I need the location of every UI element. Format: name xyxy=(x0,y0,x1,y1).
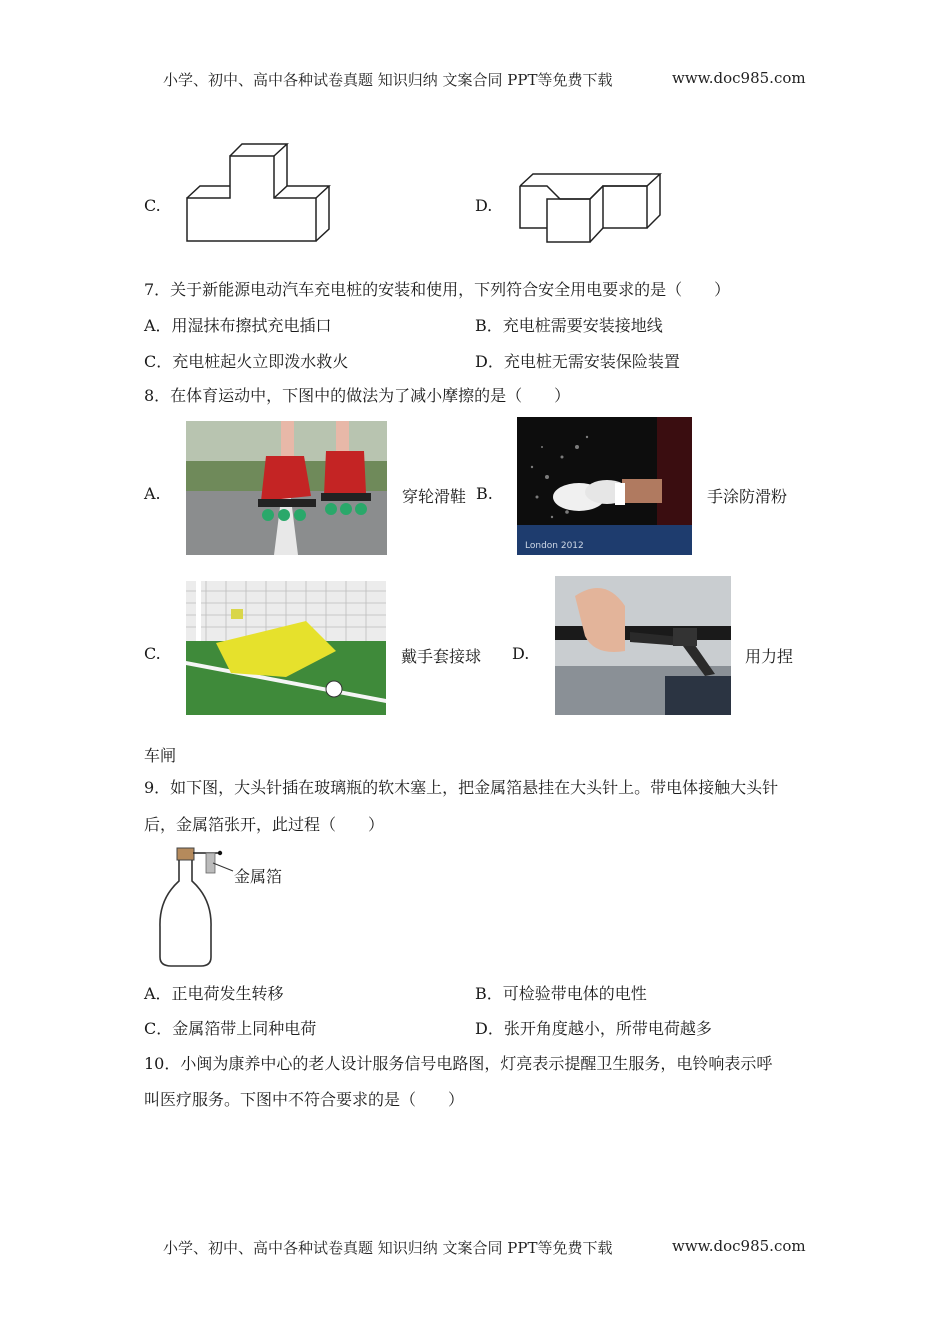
bike-brake-photo xyxy=(555,576,731,715)
q6-option-c-figure xyxy=(182,140,334,246)
q8-option-c-label: C. xyxy=(144,644,161,663)
roller-skates-photo xyxy=(186,421,387,555)
glass-bottle-figure xyxy=(155,845,235,970)
q8-option-a-text: 穿轮滑鞋 xyxy=(402,487,467,506)
q8-option-b-text: 手涂防滑粉 xyxy=(707,487,788,506)
footer-text: 小学、初中、高中各种试卷真题 知识归纳 文案合同 PPT等免费下载 xyxy=(163,1239,613,1257)
q7-option-d: D．充电桩无需安装保险装置 xyxy=(475,352,680,371)
q8-option-d-label: D. xyxy=(512,644,530,663)
q8-option-d-text: 用力捏 xyxy=(745,647,794,666)
header-text: 小学、初中、高中各种试卷真题 知识归纳 文案合同 PPT等免费下载 xyxy=(163,71,613,89)
q7-option-b: B．充电桩需要安装接地线 xyxy=(475,316,663,335)
q9-option-a: A．正电荷发生转移 xyxy=(144,984,284,1003)
chalk-photo-caption: London 2012 xyxy=(525,541,584,551)
q7-option-a: A．用湿抹布擦拭充电插口 xyxy=(144,316,332,335)
q6-option-d-label: D. xyxy=(475,196,493,215)
q9-option-b: B．可检验带电体的电性 xyxy=(475,984,647,1003)
q8-option-a-label: A. xyxy=(144,484,161,503)
q6-option-d-figure xyxy=(515,168,665,246)
q9-stem-line2: 后，金属箔张开，此过程（ ） xyxy=(144,815,385,834)
q10-stem-line1: 10．小闽为康养中心的老人设计服务信号电路图，灯亮表示提醒卫生服务，电铃响表示呼 xyxy=(144,1054,773,1073)
chalk-hands-photo xyxy=(517,417,692,555)
q8-option-c-text: 戴手套接球 xyxy=(401,647,482,666)
q8-option-d-text-continued: 车闸 xyxy=(144,746,177,765)
q6-option-c-label: C. xyxy=(144,196,161,215)
header-url[interactable]: www.doc985.com xyxy=(672,69,806,87)
footer-url[interactable]: www.doc985.com xyxy=(672,1237,806,1255)
q8-option-b-label: B. xyxy=(476,484,493,503)
metal-foil-label: 金属箔 xyxy=(234,867,283,886)
q9-option-d: D．张开角度越小，所带电荷越多 xyxy=(475,1019,712,1038)
q8-stem: 8．在体育运动中，下图中的做法为了减小摩擦的是（ ） xyxy=(144,386,571,405)
q10-stem-line2: 叫医疗服务。下图中不符合要求的是（ ） xyxy=(144,1090,465,1109)
q7-option-c: C．充电桩起火立即泼水救火 xyxy=(144,352,349,371)
goalkeeper-photo xyxy=(186,581,386,715)
q9-option-c: C．金属箔带上同种电荷 xyxy=(144,1019,317,1038)
q7-stem: 7．关于新能源电动汽车充电桩的安装和使用，下列符合安全用电要求的是（ ） xyxy=(144,280,731,299)
q9-stem-line1: 9．如下图，大头针插在玻璃瓶的软木塞上，把金属箔悬挂在大头针上。带电体接触大头针 xyxy=(144,778,779,797)
